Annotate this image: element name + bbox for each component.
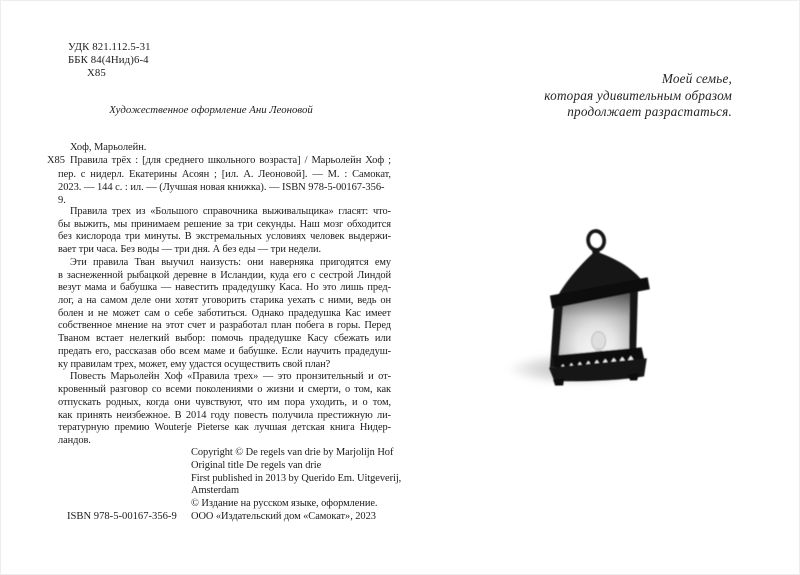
annotation-paragraph [58, 257, 391, 371]
classification-line: УДК 821.112.5-31 [68, 41, 151, 53]
lantern-illustration [497, 197, 705, 405]
copyright-line: ООО «Издательский дом «Самокат», 2023 [191, 510, 376, 522]
catalog-line: 2023. — 144 с. : ил. — (Лучшая новая книжка). — ISBN 978-5-00167-356-9. [58, 181, 385, 207]
copyright-line: First published in 2013 by Querido Em. Uitgeverij, [191, 472, 402, 484]
annotation-line: в заснеженной рыбацкой деревне в Исландии, куда его с сестрой Линдой [58, 269, 391, 281]
isbn-number: ISBN 978-5-00167-356-9 [67, 511, 177, 522]
classification-line: ББК 84(4Нид)6-4 [68, 54, 149, 67]
left-foot [553, 379, 564, 386]
designer-credit: Художественное оформление Ани Леоновой [109, 104, 313, 116]
annotation-paragraph [58, 206, 391, 257]
annotation-line: Повесть Марьолейн Хоф «Правила трех» — это пронзительный и от- [70, 371, 391, 383]
copyright-line: © Издание на русском языке, оформление. [191, 498, 378, 510]
dedication [544, 71, 732, 121]
bulb [591, 332, 605, 351]
annotation-line: тературную премию Wouterje Pieterse как лучшая детская книга Нидер- [58, 422, 391, 434]
annotation-paragraph [58, 371, 391, 447]
annotation-line: вает три часа. Без воды — три дня. А без еды — три недели. [58, 244, 322, 256]
annotation-line: без кислорода три минуты. В экстремальных условиях человек выдержи- [58, 231, 391, 243]
annotation-line: Эти правила Тван выучил наизусть: они наверняка пригодятся ему [70, 256, 391, 268]
catalog-code: Х85 [47, 155, 65, 167]
catalog-card [47, 141, 391, 207]
dedication-line: Моей семье, [661, 71, 732, 86]
classification-line: Х85 [87, 67, 106, 80]
annotation-block [58, 206, 391, 448]
dedication-line: которая удивительным образом [544, 87, 732, 103]
annotation-line: как принять неизбежное. В 2014 году повесть получила престижную ли- [58, 409, 391, 421]
annotation-line: собственное мнение на этот счет и разработал план побега в горы. Перед [58, 320, 391, 332]
annotation-line: кровенный разговор со всеми поколениями о жизни и смерти, о том, как [58, 384, 391, 396]
copyright-block [191, 447, 401, 524]
annotation-line: ландов. [58, 434, 91, 446]
catalog-author: Хоф, Марьолейн. [70, 142, 147, 153]
dedication-line: продолжает разрастаться. [567, 104, 732, 119]
annotation-line: Правила трех из «Большого справочника выживальщика» гласят: что- [70, 206, 391, 217]
annotation-line: ку правилам трех, может, ему удастся осуществить свой план? [58, 358, 331, 370]
copyright-line: Original title De regels van drie [191, 459, 322, 471]
catalog-card-row [47, 154, 391, 167]
annotation-line: бы выжить, мы принимаем решение за три секунды. Наш мозг обходится [58, 218, 391, 230]
annotation-line: предать его, рассказав обо всем маме и бабушке. Если научить прадедуш- [58, 345, 391, 357]
annotation-line: лог, а на самом деле они хотят уговорить старика уехать с ними, ведь он [58, 295, 391, 307]
annotation-line: везут мама и бабушка — навестить прадедушку Каса. Но это лишь пред- [58, 282, 391, 294]
annotation-line: Тваном встает нелегкий выбор: помочь прадедушке Касу сбежать или [58, 333, 391, 345]
catalog-line: Правила трёх : [для среднего школьного возраста] / Марьолейн Хоф ; [70, 155, 391, 167]
catalog-line: пер. с нидерл. Екатерины Асоян ; [ил. А. Леоновой]. — М. : Самокат, [58, 168, 391, 180]
hanging-ring [587, 230, 606, 251]
copyright-line: Copyright © De regels van drie by Marjolijn Hof [191, 447, 394, 458]
classification-codes [68, 41, 151, 81]
annotation-line: болен и не может сам о себе заботиться. Однако прадедушка Кас имеет [58, 307, 391, 319]
annotation-line: отпускать родных, когда они чувствуют, что им пора уходить, и о том, [58, 396, 391, 408]
copyright-line: Amsterdam [191, 485, 240, 497]
